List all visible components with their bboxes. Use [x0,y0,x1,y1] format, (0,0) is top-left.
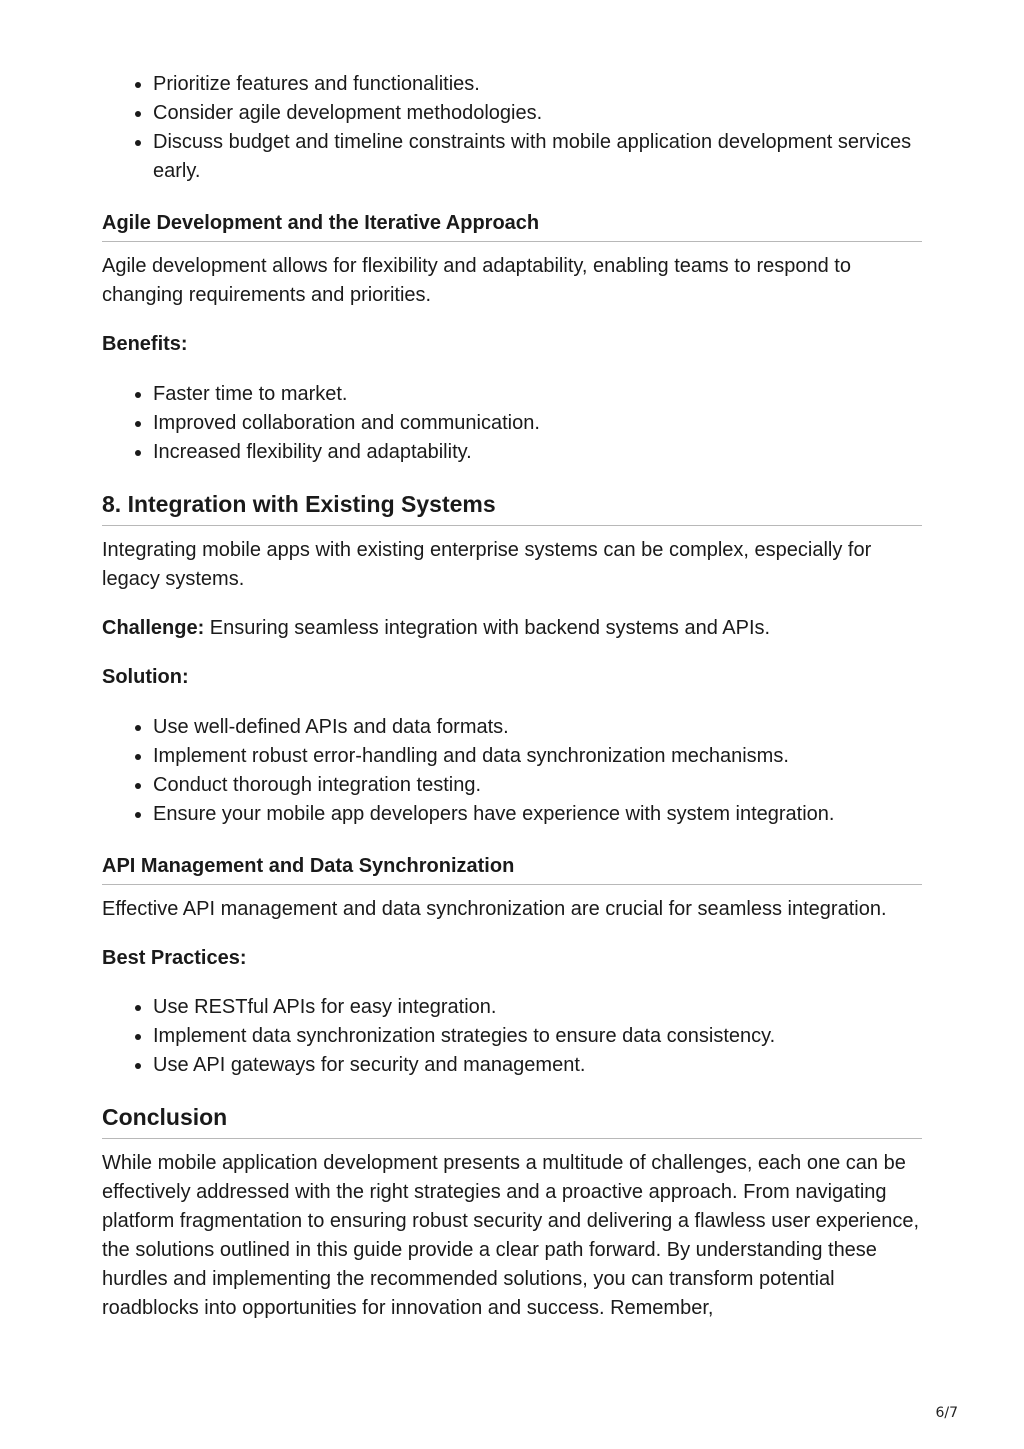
challenge-label: Challenge: [102,617,205,639]
list-item: • Implement data synchronization strategies to ensure data consistency. [153,1022,922,1051]
conclusion-heading: Conclusion [102,1102,922,1139]
solution-list [102,713,922,829]
challenge-paragraph [102,614,922,643]
list-item: • Conduct thorough integration testing. [153,771,922,800]
list-item: • Faster time to market. [153,380,922,409]
conclusion-body: While mobile application development presents a multitude of challenges, each one can be effectively addressed with the right strategies and a proactive approach. From navigating platform fragmentation to ensuring robust security and delivering a flawless user experience, the solutions outlined in this guide provide a clear path forward. By understanding these hurdles and implementing the recommended solutions, you can transform potential roadblocks into opportunities for innovation and success. Remember, [102,1152,920,1319]
list-item: • Improved collaboration and communication. [153,409,922,438]
challenge-text: Ensuring seamless integration with backend systems and APIs. [204,617,771,639]
agile-heading: Agile Development and the Iterative Approach [102,209,922,242]
benefits-list [102,380,922,467]
best-practices-label: Best Practices: [102,947,247,969]
agile-body: Agile development allows for flexibility and adaptability, enabling teams to respond to changing requirements and priorities. [102,255,851,306]
list-item: • Discuss budget and timeline constraints with mobile application development services early. [153,128,922,186]
list-item: • Use RESTful APIs for easy integration. [153,993,922,1022]
integration-body: Integrating mobile apps with existing enterprise systems can be complex, especially for legacy systems. [102,539,872,590]
list-item: • Ensure your mobile app developers have experience with system integration. [153,800,922,829]
benefits-label: Benefits: [102,333,188,355]
solution-label: Solution: [102,666,189,688]
list-item: • Use API gateways for security and management. [153,1051,922,1080]
list-item: • Prioritize features and functionalities. [153,70,922,99]
intro-list [102,70,922,186]
list-item: • Consider agile development methodologies. [153,99,922,128]
api-body: Effective API management and data synchronization are crucial for seamless integration. [102,898,887,920]
page-number: 6/7 [935,1405,958,1421]
list-item: • Use well-defined APIs and data formats. [153,713,922,742]
integration-heading: 8. Integration with Existing Systems [102,489,922,526]
document-page [102,70,922,1323]
list-item: • Increased flexibility and adaptability. [153,438,922,467]
api-heading: API Management and Data Synchronization [102,852,922,885]
list-item: • Implement robust error-handling and data synchronization mechanisms. [153,742,922,771]
best-practices-list [102,993,922,1080]
